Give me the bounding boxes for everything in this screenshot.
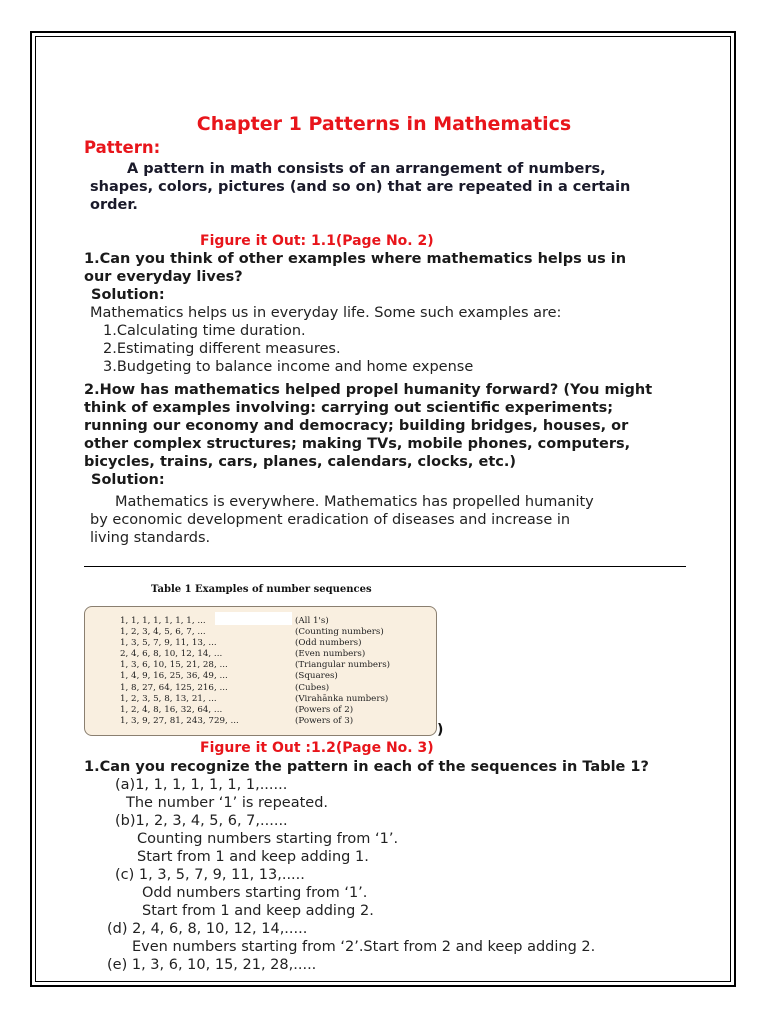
solution-1-item-2: 2.Estimating different measures. [103,341,341,357]
pattern-text-line-3: order. [90,197,138,213]
solution-1-item-3: 3.Budgeting to balance income and home expense [103,359,474,375]
answer-b-label: (b)1, 2, 3, 4, 5, 6, 7,...... [115,813,288,829]
table-row-sequence: 1, 8, 27, 64, 125, 216, ... [120,683,228,693]
question-1-line-1: 1.Can you think of other examples where mathematics helps us in [84,251,627,267]
solution-2-label: Solution: [91,472,165,488]
pattern-text-line-2: shapes, colors, pictures (and so on) that are repeated in a certain [90,179,631,195]
table-row-sequence: 1, 1, 1, 1, 1, 1, 1, ... [120,616,206,626]
solution-1-item-1: 1.Calculating time duration. [103,323,306,339]
solution-2-line-1: Mathematics is everywhere. Mathematics has propelled humanity [115,494,594,510]
table-1-caption: Table 1 Examples of number sequences [151,584,372,595]
pattern-text-line-1: A pattern in math consists of an arrangement of numbers, [127,161,606,177]
table-row-sequence: 2, 4, 6, 8, 10, 12, 14, ... [120,649,223,659]
answer-c-note-1: Odd numbers starting from ‘1’. [142,885,368,901]
stray-parenthesis: ) [437,722,444,738]
answer-b-note-1: Counting numbers starting from ‘1’. [137,831,399,847]
table-row-name: (All 1's) [295,616,329,626]
question-2-line-5: bicycles, trains, cars, planes, calendars, clocks, etc.) [84,454,516,470]
table-row-name: (Virahānka numbers) [295,694,389,704]
table-row-sequence: 1, 3, 5, 7, 9, 11, 13, ... [120,638,217,648]
table-row-sequence: 1, 2, 3, 5, 8, 13, 21, ... [120,694,217,704]
figure-1-2-heading: Figure it Out :1.2(Page No. 3) [200,740,434,756]
table-row-name: (Cubes) [295,683,330,693]
table-row-sequence: 1, 2, 4, 8, 16, 32, 64, ... [120,705,223,715]
table-row-sequence: 1, 2, 3, 4, 5, 6, 7, ... [120,627,206,637]
table-row-name: (Even numbers) [295,649,366,659]
question-2-line-1: 2.How has mathematics helped propel humanity forward? (You might [84,382,653,398]
figure-1-2-question: 1.Can you recognize the pattern in each of the sequences in Table 1? [84,759,649,775]
answer-c-note-2: Start from 1 and keep adding 2. [142,903,374,919]
table-row-name: (Powers of 3) [295,716,354,726]
question-2-line-3: running our economy and democracy; building bridges, houses, or [84,418,629,434]
solution-2-line-2: by economic development eradication of diseases and increase in [90,512,571,528]
table-row-sequence: 1, 3, 9, 27, 81, 243, 729, ... [120,716,239,726]
question-2-line-4: other complex structures; making TVs, mobile phones, computers, [84,436,631,452]
section-divider [84,566,686,567]
pattern-heading: Pattern: [84,138,161,157]
solution-1-label: Solution: [91,287,165,303]
table-row-name: (Powers of 2) [295,705,354,715]
solution-1-intro: Mathematics helps us in everyday life. Some such examples are: [90,305,562,321]
answer-e-label: (e) 1, 3, 6, 10, 15, 21, 28,..... [107,957,317,973]
answer-c-label: (c) 1, 3, 5, 7, 9, 11, 13,..... [115,867,305,883]
table-row-sequence: 1, 3, 6, 10, 15, 21, 28, ... [120,660,228,670]
question-2-line-2: think of examples involving: carrying out scientific experiments; [84,400,614,416]
table-row-sequence: 1, 4, 9, 16, 25, 36, 49, ... [120,671,228,681]
solution-2-line-3: living standards. [90,530,211,546]
answer-b-note-2: Start from 1 and keep adding 1. [137,849,369,865]
answer-d-label: (d) 2, 4, 6, 8, 10, 12, 14,..... [107,921,308,937]
answer-d-note: Even numbers starting from ‘2’.Start from 2 and keep adding 2. [132,939,596,955]
table-row-name: (Odd numbers) [295,638,362,648]
table-row-name: (Counting numbers) [295,627,384,637]
answer-a-label: (a)1, 1, 1, 1, 1, 1, 1,...... [115,777,288,793]
table-row-name: (Triangular numbers) [295,660,391,670]
table-row-name: (Squares) [295,671,338,681]
figure-1-1-heading: Figure it Out: 1.1(Page No. 2) [200,233,434,249]
answer-a-note: The number ‘1’ is repeated. [126,795,329,811]
chapter-title: Chapter 1 Patterns in Mathematics [196,113,572,135]
question-1-line-2: our everyday lives? [84,269,243,285]
table-1-blank-patch [215,612,292,625]
